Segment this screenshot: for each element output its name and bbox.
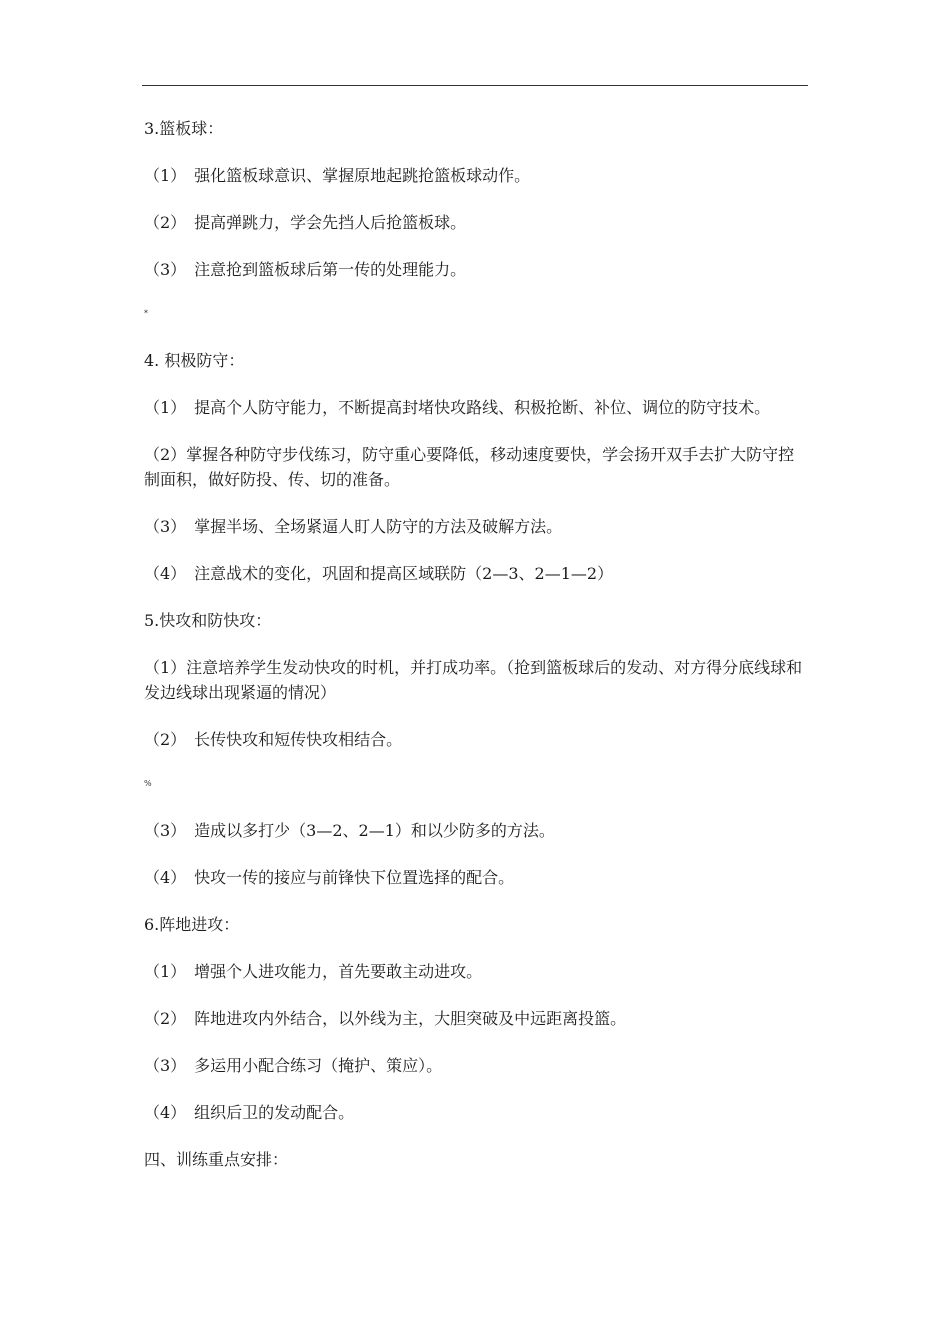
list-item: （2） 长传快攻和短传快攻相结合。: [144, 730, 403, 749]
list-item: （2）掌握各种防守步伐练习，防守重心要降低，移动速度要快，学会扬开双手去扩大防守控制面积，做好防投、传、切的准备。: [144, 445, 795, 489]
list-item: （2） 阵地进攻内外结合，以外线为主，大胆突破及中远距离投篮。: [144, 1009, 627, 1028]
list-item: （2） 提高弹跳力，学会先挡人后抢篮板球。: [144, 213, 467, 232]
list-item: （4） 组织后卫的发动配合。: [144, 1103, 355, 1122]
stray-mark: %: [144, 779, 152, 788]
list-item: （4） 注意战术的变化，巩固和提高区域联防（2—3、2—1—2）: [144, 564, 614, 583]
document-body: [144, 116, 808, 1172]
list-item: （1） 提高个人防守能力，不断提高封堵快攻路线、积极抢断、补位、调位的防守技术。: [144, 398, 771, 417]
list-item: （3） 造成以多打少（3—2、2—1）和以少防多的方法。: [144, 821, 555, 840]
header-rule: [142, 85, 808, 86]
section-heading-fastbreak: 5.快攻和防快攻：: [144, 611, 272, 630]
list-item: （1） 强化篮板球意识、掌握原地起跳抢篮板球动作。: [144, 166, 531, 185]
section-heading-defense: 4. 积极防守：: [144, 351, 245, 370]
list-item: （3） 掌握半场、全场紧逼人盯人防守的方法及破解方法。: [144, 517, 563, 536]
list-item: （3） 注意抢到篮板球后第一传的处理能力。: [144, 260, 467, 279]
list-item: （1） 增强个人进攻能力，首先要敢主动进攻。: [144, 962, 483, 981]
section-heading-rebound: 3.篮板球：: [144, 119, 224, 138]
section-heading-halfcourt: 6.阵地进攻：: [144, 915, 240, 934]
stray-mark: *: [144, 309, 148, 318]
list-item: （3） 多运用小配合练习（掩护、策应）。: [144, 1056, 443, 1075]
section-heading-training: 四、训练重点安排：: [144, 1150, 289, 1169]
list-item: （4） 快攻一传的接应与前锋快下位置选择的配合。: [144, 868, 515, 887]
list-item: （1）注意培养学生发动快攻的时机，并打成功率。（抢到篮板球后的发动、对方得分底线球和发边线球出现紧逼的情况）: [144, 658, 803, 702]
